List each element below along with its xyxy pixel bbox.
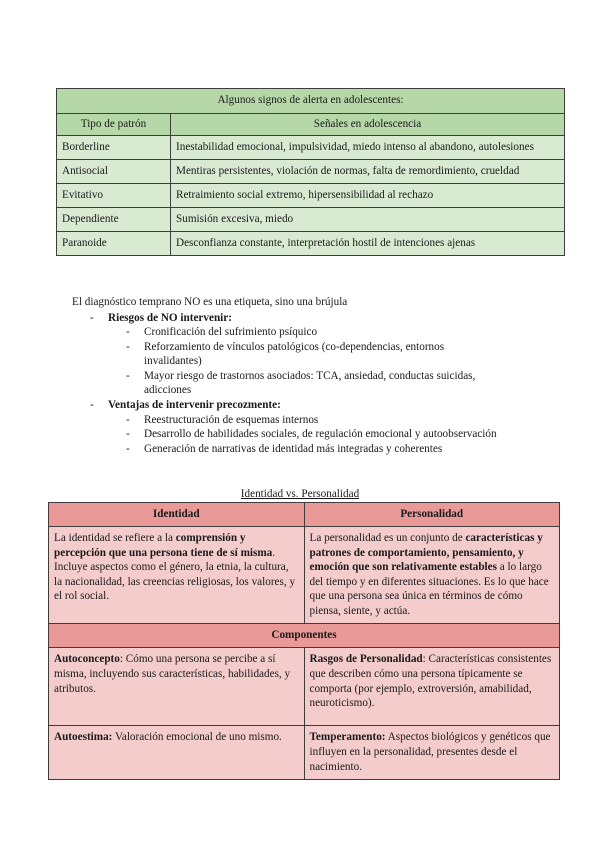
table-row (49, 648, 560, 726)
dash-bullet-icon: - (126, 413, 130, 426)
list-item (72, 413, 542, 428)
component-text: Aspectos biológicos y genéticos que influyen en la personalidad, presentes desde el nacimiento. (309, 731, 551, 773)
identity-personality-table (48, 502, 560, 780)
list-item (72, 427, 542, 442)
table-row (57, 183, 565, 207)
table-row (49, 726, 560, 780)
list-item (72, 340, 542, 369)
pattern-cell: Dependiente (57, 207, 171, 231)
diagnosis-intro: El diagnóstico temprano NO es una etiqueta, sino una brújula (72, 296, 348, 308)
identity-definition-pre: La identidad se refiere a la (54, 532, 176, 544)
alert-table-title: Algunos signos de alerta en adolescentes: (57, 89, 565, 114)
personality-component-cell (304, 648, 560, 726)
list-item (72, 369, 542, 398)
list-item-text: Desarrollo de habilidades sociales, de regulación emocional y autoobservación (144, 428, 497, 441)
pattern-cell: Antisocial (57, 159, 171, 183)
list-item (72, 325, 542, 340)
column-header-pattern: Tipo de patrón (57, 114, 171, 136)
component-term: Rasgos de Personalidad (309, 653, 423, 666)
list-item-text: Generación de narrativas de identidad más integradas y coherentes (144, 442, 443, 455)
pattern-cell: Evitativo (57, 183, 171, 207)
dash-bullet-icon: - (90, 311, 94, 324)
signals-cell: Inestabilidad emocional, impulsividad, miedo intenso al abandono, autolesiones (171, 136, 565, 160)
column-header-signals: Señales en adolescencia (171, 114, 565, 136)
identity-definition-bold: comprensión y percepción que una persona tiene de sí misma (54, 532, 273, 559)
table-row (57, 207, 565, 231)
pattern-cell: Paranoide (57, 231, 171, 255)
signals-cell: Desconfianza constante, interpretación hostil de intenciones ajenas (171, 231, 565, 255)
personality-definition-post: a lo largo del tiempo y en diferentes situaciones. Es lo que hace que una persona sea única en términos de cómo piensa, siente, y actúa. (309, 561, 549, 617)
component-term: Temperamento: (309, 731, 386, 744)
alert-signs-table (56, 88, 565, 256)
identity-component-cell (49, 648, 305, 726)
dash-bullet-icon: - (126, 369, 130, 382)
list-item-text: Mayor riesgo de trastornos asociados: TCA, ansiedad, conductas suicidas, adicciones (144, 369, 476, 397)
dash-bullet-icon: - (126, 442, 130, 455)
personality-definition-bold: características y patrones de comportamiento, pensamiento, y emoción que son relativamente estables (309, 532, 543, 574)
identity-definition-post: . Incluye aspectos como el género, la etnia, la cultura, la nacionalidad, las creencias religiosas, los valores, y el rol social. (54, 546, 296, 603)
signals-cell: Mentiras persistentes, violación de normas, falta de remordimiento, crueldad (171, 159, 565, 183)
risks-heading: Riesgos de NO intervenir: (108, 311, 232, 324)
list-item-text: Reestructuración de esquemas internos (144, 413, 319, 426)
list-item-text: Reforzamiento de vínculos patológicos (co-dependencias, entornos invalidantes) (144, 340, 445, 368)
diagnosis-section (72, 295, 542, 456)
table-row (49, 527, 560, 624)
personality-definition-cell (304, 527, 560, 624)
personality-component-cell (304, 726, 560, 780)
dash-bullet-icon: - (126, 428, 130, 441)
dash-bullet-icon: - (126, 340, 130, 353)
column-header-personality: Personalidad (304, 503, 560, 527)
components-header: Componentes (49, 624, 560, 648)
dash-bullet-icon: - (90, 398, 94, 411)
component-term: Autoconcepto (54, 653, 120, 666)
advantages-heading: Ventajas de intervenir precozmente: (108, 398, 281, 411)
dash-bullet-icon: - (126, 326, 130, 339)
component-term: Autoestima: (54, 731, 113, 744)
component-text: : Características consistentes que describen cómo una persona típicamente se comporta (por ejemplo, extroversión, amabilidad, neuroticismo). (309, 653, 552, 710)
table-row (57, 136, 565, 160)
personality-definition-pre: La personalidad es un conjunto de (309, 532, 466, 544)
identity-component-cell (49, 726, 305, 780)
column-header-identity: Identidad (49, 503, 305, 527)
table-row (57, 159, 565, 183)
table-row (57, 231, 565, 255)
advantages-heading-item (72, 398, 542, 413)
section-title: Identidad vs. Personalidad (240, 488, 360, 500)
pattern-cell: Borderline (57, 136, 171, 160)
risks-heading-item (72, 311, 542, 326)
component-text: : Cómo una persona se percibe a sí misma, incluyendo sus características, habilidades, y atributos. (54, 653, 291, 695)
list-item-text: Cronificación del sufrimiento psíquico (144, 326, 318, 339)
signals-cell: Retraimiento social extremo, hipersensibilidad al rechazo (171, 183, 565, 207)
identity-definition-cell (49, 527, 305, 624)
component-text: Valoración emocional de uno mismo. (112, 731, 282, 744)
list-item (72, 442, 542, 457)
signals-cell: Sumisión excesiva, miedo (171, 207, 565, 231)
